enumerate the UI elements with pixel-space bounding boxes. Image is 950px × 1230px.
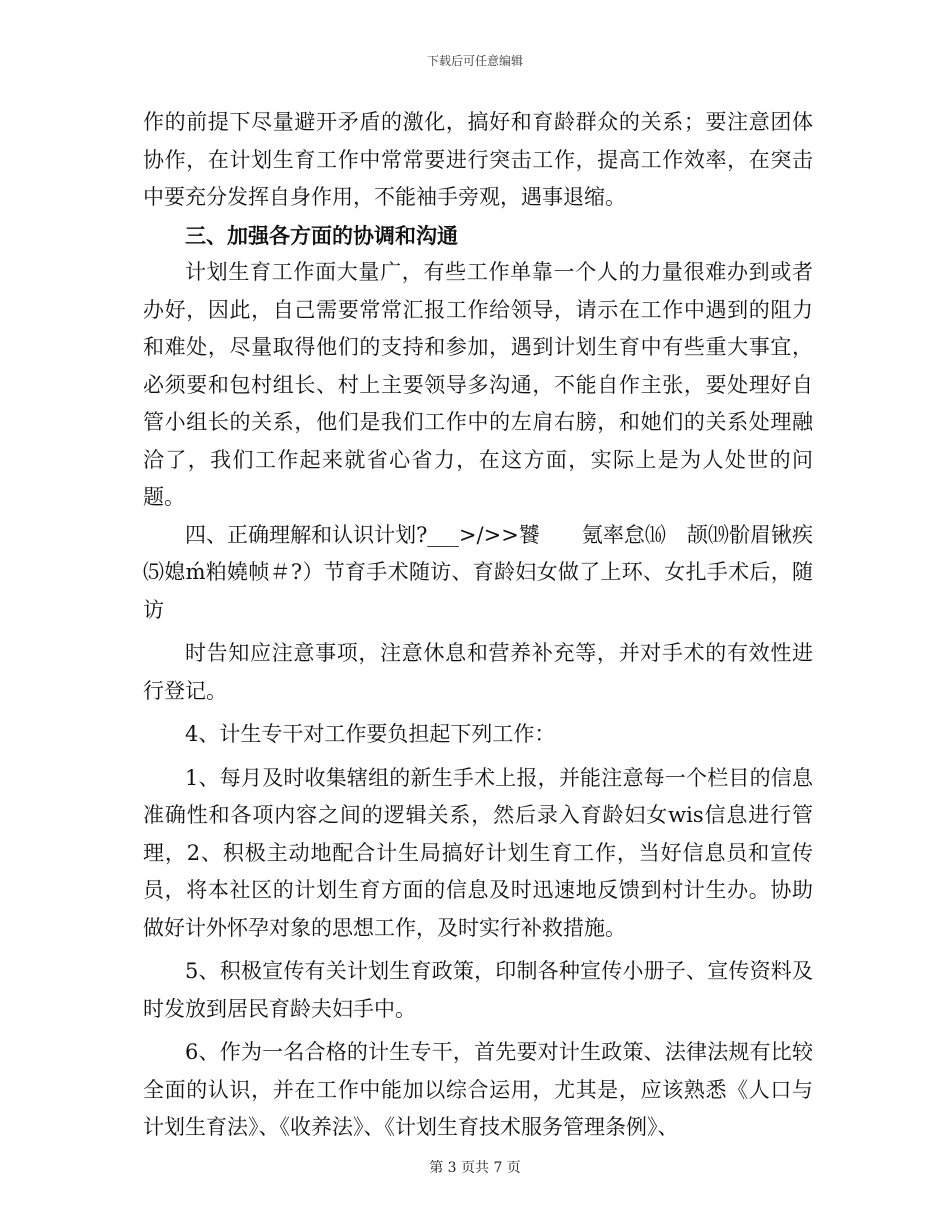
paragraph-duties-intro: 4、计生专干对工作要负担起下列工作：: [185, 722, 556, 746]
paragraph-continuation: 作的前提下尽量避开矛盾的激化，搞好和育龄群众的关系；要注意团体协作，在计划生育工作中常常要进行突击工作，提高工作效率，在突击中要充分发挥自身作用，不能袖手旁观，遇事退缩。: [143, 110, 813, 209]
paragraph-coordination: 计划生育工作面大量广，有些工作单靠一个人的力量很难办到或者办好，因此，自己需要常常汇报工作给领导，请示在工作中遇到的阻力和难处，尽量取得他们的支持和参加，遇到计划生育中有些重大事宜，必须要和包村组长、村上主要领导多沟通，不能自作主张，要处理好自管小组长的关系，他们是我们工作中的左肩右膀，和她们的关系处理融洽了，我们工作起来就省心省力，在这方面，实际上是为人处世的问题。: [143, 260, 813, 509]
document-body: [143, 104, 813, 1147]
page-footer: 第 3 页共 7 页: [429, 1160, 521, 1176]
paragraph-duty-1-2: 1、每月及时收集辖组的新生手术上报，并能注意每一个栏目的信息准确性和各项内容之间的逻辑关系，然后录入育龄妇女wis信息进行管理，2、积极主动地配合计生局搞好计划生育工作，当好信息员和宣传员，将本社区的计划生育方面的信息及时迅速地反馈到村计生办。协助做好计外怀孕对象的思想工作，及时实行补救措施。: [143, 765, 813, 940]
page-header: 下载后可任意编辑: [426, 54, 523, 68]
paragraph-section-4-garbled: 四、正确理解和认识计划?___>/>>饕 氪率怠⒃ 颉⒆骱眉锹疾⑸媳ḿ粕嬈帧＃?）节育手术随访、育龄妇女做了上环、女扎手术后，随访: [143, 522, 813, 622]
paragraph-duty-5: 5、积极宣传有关计划生育政策，印制各种宣传小册子、宣传资料及时发放到居民育龄夫妇手中。: [143, 959, 813, 1021]
section-heading-3: 三、加强各方面的协调和沟通: [185, 222, 458, 248]
paragraph-duty-6: 6、作为一名合格的计生专干，首先要对计生政策、法律法规有比较全面的认识，并在工作中能加以综合运用，尤其是，应该熟悉《人口与计划生育法》、《收养法》、《计划生育技术服务管理条例》、: [143, 1040, 813, 1139]
paragraph-followup: 时告知应注意事项，注意休息和营养补充等，并对手术的有效性进行登记。: [143, 641, 813, 703]
